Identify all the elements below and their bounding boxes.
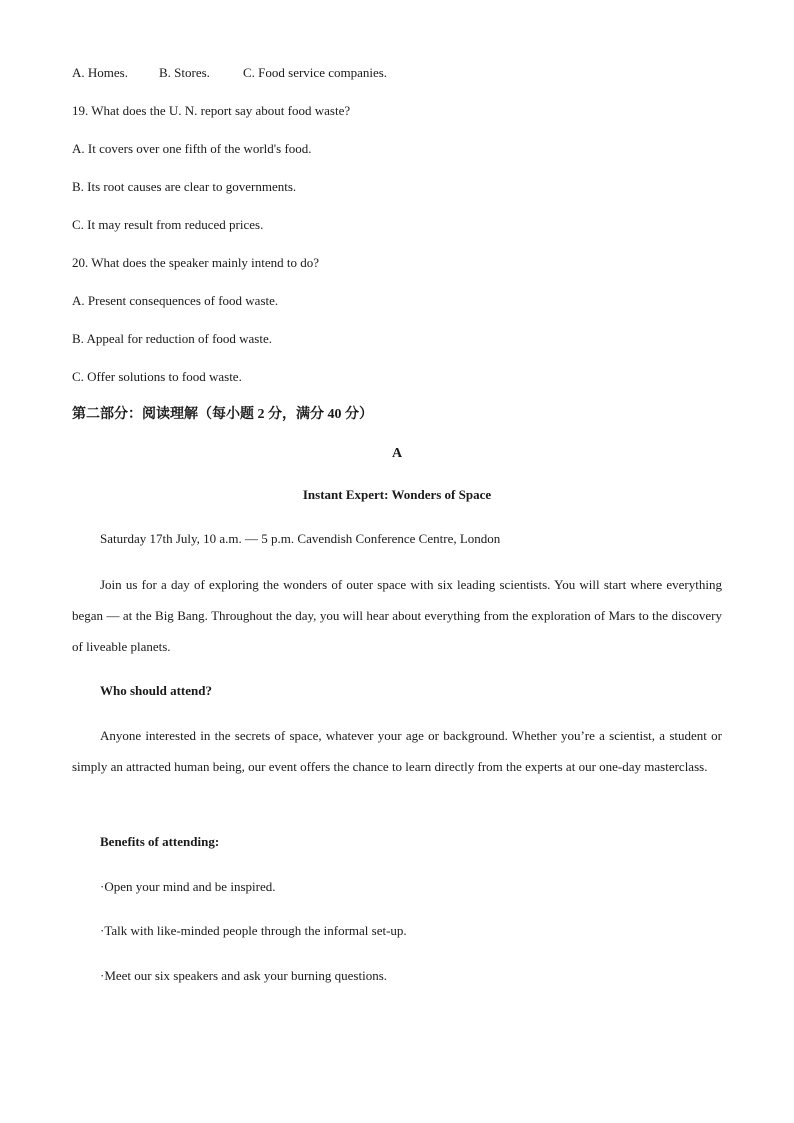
q20-option-c: C. Offer solutions to food waste. xyxy=(72,369,242,384)
benefits-heading: Benefits of attending: xyxy=(100,834,220,849)
event-info: Saturday 17th July, 10 a.m. — 5 p.m. Cavendish Conference Centre, London xyxy=(100,531,501,546)
q19-option-b: B. Its root causes are clear to governments. xyxy=(72,179,297,194)
who-paragraph: Anyone interested in the secrets of space, whatever your age or background. Whether you’re a scientist, a student or simply an attracted human being, our event offers the chance to learn directly from the experts at our one-day masterclass. xyxy=(72,728,722,774)
benefit-item: ·Talk with like-minded people through the informal set-up. xyxy=(100,923,407,938)
q18-option-c: C. Food service companies. xyxy=(243,65,388,80)
q18-option-b: B. Stores. xyxy=(159,65,210,80)
q18-options xyxy=(72,65,387,81)
q20-option-b: B. Appeal for reduction of food waste. xyxy=(72,331,273,346)
q20-option-a: A. Present consequences of food waste. xyxy=(72,293,279,308)
part2-heading: 第二部分：阅读理解（每小题 2 分，满分 40 分） xyxy=(72,407,373,422)
passage-letter: A xyxy=(391,446,403,461)
benefit-item: ·Open your mind and be inspired. xyxy=(100,879,276,894)
q19-option-c: C. It may result from reduced prices. xyxy=(72,217,264,232)
q18-option-a: A. Homes. xyxy=(72,65,128,80)
benefit-item: ·Meet our six speakers and ask your burning questions. xyxy=(100,968,388,983)
q20-stem: 20. What does the speaker mainly intend to do? xyxy=(72,255,320,270)
q19-option-a: A. It covers over one fifth of the world's food. xyxy=(72,141,312,156)
who-heading: Who should attend? xyxy=(100,683,212,698)
passage-title: Instant Expert: Wonders of Space xyxy=(302,487,492,502)
intro-paragraph: Join us for a day of exploring the wonders of outer space with six leading scientists. You will start where everything began — at the Big Bang. Throughout the day, you will hear about everything from the exploration of Mars to the discovery of liveable planets. xyxy=(72,577,722,654)
q19-stem: 19. What does the U. N. report say about food waste? xyxy=(72,103,351,118)
